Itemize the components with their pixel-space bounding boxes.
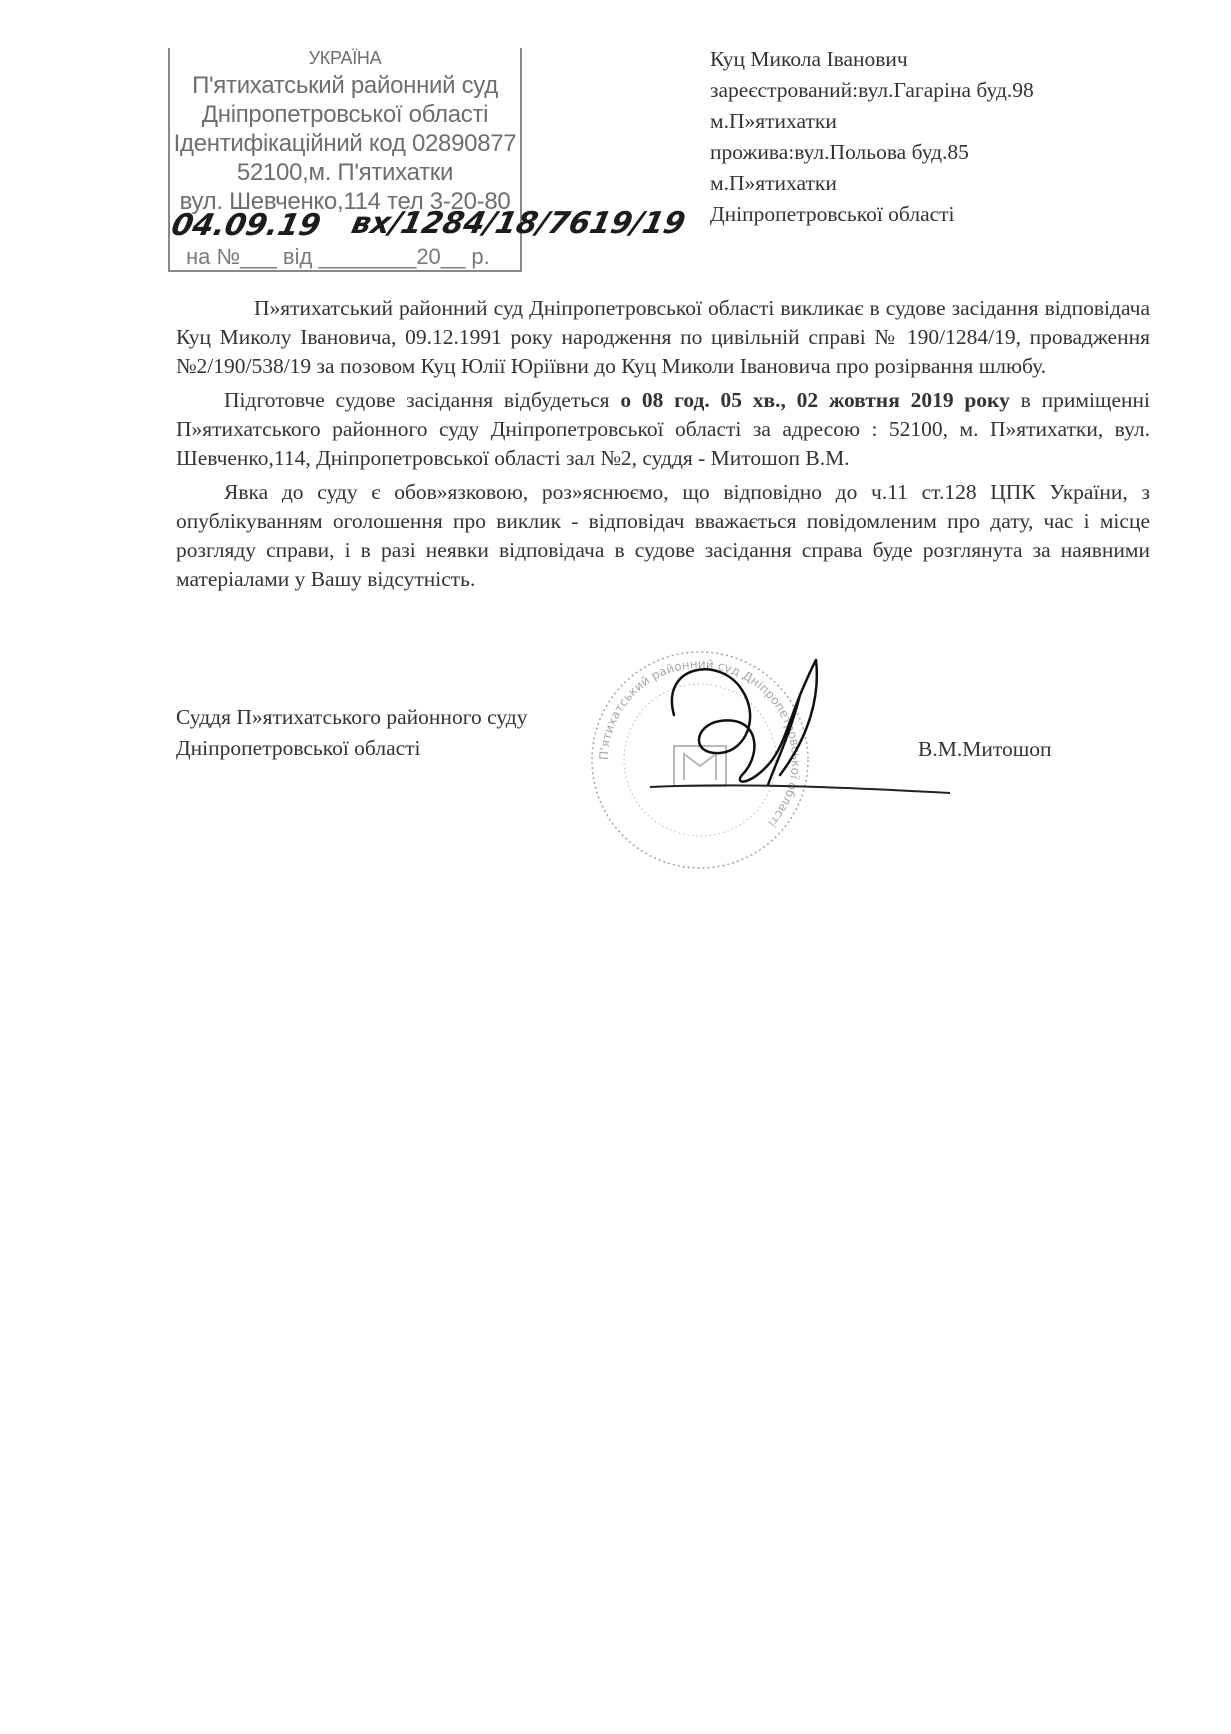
addressee-name: Куц Микола Іванович [710,47,908,71]
addressee-registered-address: зареєстрований:вул.Гагаріна буд.98 [710,78,1034,102]
addressee-registered-city: м.П»ятихатки [710,109,837,133]
hearing-location-text: в приміщенні П»ятихатського районного суду Дніпропетровської області за адресою : 52100, м. П»ятихатки, вул. Шевченко,114, Дніпропетровської області зал №2, суддя - Митошоп В.М. [176,388,1151,470]
stamp-id-code: Ідентифікаційний код 02890877 [173,130,517,157]
hearing-datetime: о 08 год. 05 хв., 02 жовтня 2019 року [620,388,1010,412]
judge-title: Суддя П»ятихатського районного суду [176,705,528,729]
addressee-residence-address: прожива:вул.Польова буд.85 [710,140,969,164]
stamp-country: УКРАЇНА [308,48,382,68]
attendance-warning-paragraph: Явка до суду є обов»язковою, роз»яснюємо, що відповідно до ч.11 ст.128 ЦПК України, з опублікуванням оголошення про виклик - відповідач вважається повідомленим про дату, час і місце розгляду справи, і в разі неявки відповідача в судове засідання справа буде розглянута за наявними матеріалами у Вашу відсутність. [176,480,1150,591]
stamp-postal-city: 52100,м. П'ятихатки [236,159,454,186]
stamp-region: Дніпропетровської області [201,101,489,128]
handwritten-signature [650,655,950,815]
judge-region: Дніпропетровської області [176,736,421,760]
stamp-handwritten-number: вх/1284/18/7619/19 [348,206,689,241]
judge-signature-block [176,702,527,764]
addressee-block [710,44,1034,230]
seal-ring-text: П'ятихатський районний суд Дніпропетровської області [596,656,804,830]
summons-paragraph: П»ятихатський районний суд Дніпропетровської області викликає в судове засідання відповідача Куц Миколу Івановича, 09.12.1991 року народження по цивільній справі № 190/1284/19, провадження №2/190/538/19 за позовом Куц Юлії Юріївни до Куц Миколи Івановича про розірвання шлюбу. [176,296,1150,378]
notice-body [176,294,1150,599]
addressee-region: Дніпропетровської області [710,202,955,226]
hearing-details-paragraph [176,386,1150,473]
stamp-reference-line: на №___ від ________20__ р. [186,244,490,269]
stamp-court-name: П'ятихатський районний суд [192,72,498,99]
hearing-intro-text: Підготовче судове засідання відбудеться [224,388,621,412]
judge-name: В.М.Митошоп [918,737,1052,761]
stamp-street-phone: вул. Шевченко,114 тел 3-20-80 [179,188,511,215]
stamp-handwritten-date: 04.09.19 [168,208,324,243]
addressee-residence-city: м.П»ятихатки [710,171,837,195]
